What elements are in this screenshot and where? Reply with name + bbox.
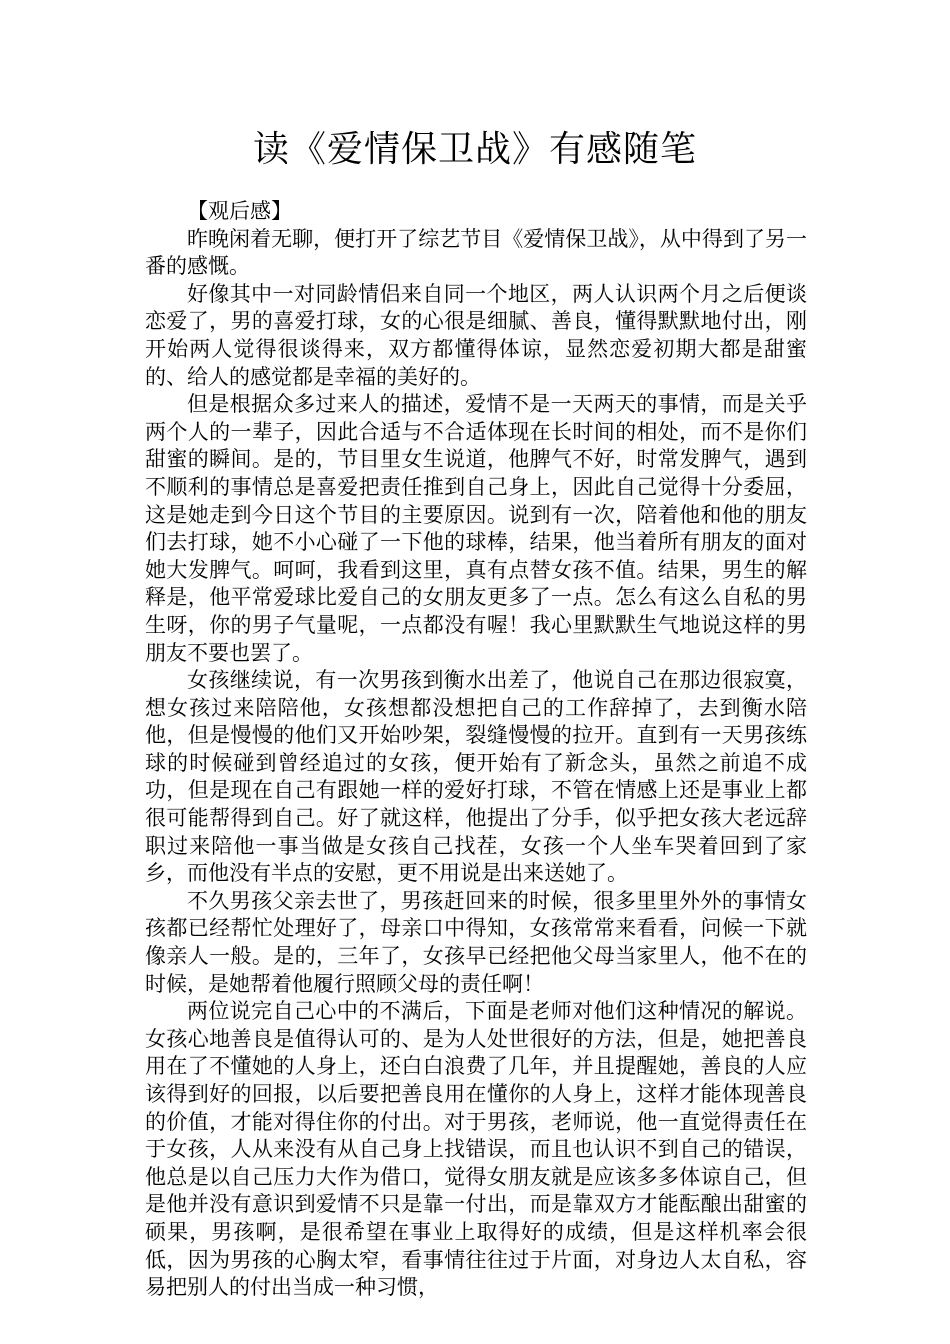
paragraph: 昨晚闲着无聊，便打开了综艺节目《爱情保卫战》，从中得到了另一番的感慨。: [145, 226, 807, 279]
paragraph: 两位说完自己心中的不满后，下面是老师对他们这种情况的解说。女孩心地善良是值得认可的、是为人处世很好的方法，但是，她把善良用在了不懂她的人身上，还白白浪费了几年，并且提醒她，善良的人应该得到好的回报，以后要把善良用在懂你的人身上，这样才能体现善良的价值，才能对得住你的付出。对于男孩，老师说，他一直觉得责任在于女孩，人从来没有从自己身上找错误，而且也认识不到自己的错误，他总是以自己压力大作为借口，觉得女朋友就是应该多多体谅自己，但是他并没有意识到爱情不只是靠一付出，而是靠双方才能酝酿出甜蜜的硕果，男孩啊，是很希望在事业上取得好的成绩，但是这样机率会很低，因为男孩的心胸太窄，看事情往往过于片面，对身边人太自私，容易把别人的付出当成一种习惯，: [145, 999, 807, 1300]
paragraph: 但是根据众多过来人的描述，爱情不是一天两天的事情，而是关乎两个人的一辈子，因此合适与不合适体现在长时间的相处，而不是你们甜蜜的瞬间。是的，节目里女生说道，他脾气不好，时常发脾气，遇到不顺利的事情总是喜爱把责任推到自己身上，因此自己觉得十分委屈，这是她走到今日这个节目的主要原因。说到有一次，陪着他和他的朋友们去打球，她不小心碰了一下他的球棒，结果，他当着所有朋友的面对她大发脾气。呵呵，我看到这里，真有点替女孩不值。结果，男生的解释是，他平常爱球比爱自己的女朋友更多了一点。怎么有这么自私的男生呀，你的男子气量呢，一点都没有喔！我心里默默生气地说这样的男朋友不要也罢了。: [145, 392, 807, 665]
paragraph: 好像其中一对同龄情侣来自同一个地区，两人认识两个月之后便谈恋爱了，男的喜爱打球，女的心很是细腻、善良，懂得默默地付出，刚开始两人觉得很谈得来，双方都懂得体谅，显然恋爱初期大都是甜蜜的、给人的感觉都是幸福的美好的。: [145, 281, 807, 389]
paragraph: 不久男孩父亲去世了，男孩赶回来的时候，很多里里外外的事情女孩都已经帮忙处理好了，母亲口中得知，女孩常常来看看，问候一下就像亲人一般。是的，三年了，女孩早已经把他父母当家里人，他不在的时候，是她帮着他履行照顾父母的责任啊！: [145, 888, 807, 996]
section-label: 【观后感】: [187, 199, 292, 223]
document-title: 读《爱情保卫战》有感随笔: [252, 129, 697, 170]
document-body: [145, 198, 807, 1302]
paragraph: 女孩继续说，有一次男孩到衡水出差了，他说自己在那边很寂寞，想女孩过来陪陪他，女孩想都没想把自己的工作辞掉了，去到衡水陪他，但是慢慢的他们又开始吵架，裂缝慢慢的拉开。直到有一天男孩练球的时候碰到曾经追过的女孩，便开始有了新念头，虽然之前追不成功，但是现在自己有跟她一样的爱好打球，不管在情感上还是事业上都很可能帮得到自己。好了就这样，他提出了分手，似乎把女孩大老远辞职过来陪他一事当做是女孩自己找茬，女孩一个人坐车哭着回到了家乡，而他没有半点的安慰，更不用说是出来送她了。: [145, 668, 807, 886]
